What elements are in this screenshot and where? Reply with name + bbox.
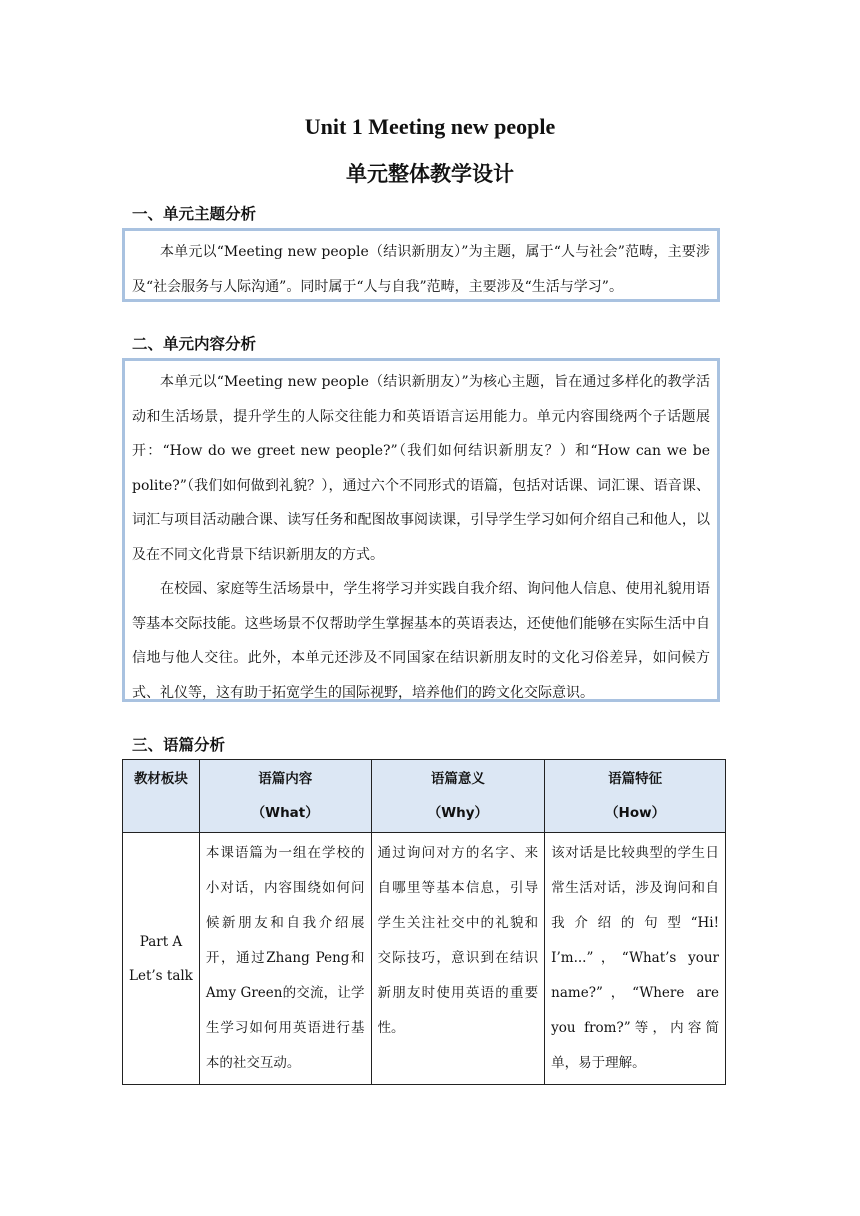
row-module-cell (123, 833, 200, 1085)
section2-heading: 二、单元内容分析 (132, 335, 257, 353)
header-cell-what (199, 760, 371, 833)
row-module-activity: Let’s talk (129, 967, 193, 984)
table-header-row (123, 760, 726, 833)
theme-analysis-box (122, 228, 720, 302)
header-what-sub: （What） (251, 805, 319, 821)
row-module-part: Part A (139, 933, 183, 950)
header-cell-how (545, 760, 726, 833)
row-what-cell: 本课语篇为一组在学校的小对话，内容围绕如何问候新朋友和自我介绍展开，通过Zhang Peng和Amy Green的交流，让学生学习如何用英语进行基本的社交互动。 (199, 833, 371, 1085)
header-module-label: 教材板块 (133, 771, 188, 787)
header-why-label: 语篇意义 (430, 771, 485, 787)
content-analysis-paragraph-1: 本单元以“Meeting new people（结识新朋友）”为核心主题，旨在通过多样化的教学活动和生活场景，提升学生的人际交往能力和英语语言运用能力。单元内容围绕两个子话题展开：“How do we greet new people?”（我们如何结识新朋友？）和“How can we be polite?”（我们如何做到礼貌？），通过六个不同形式的语篇，包括对话课、词汇课、语音课、词汇与项目活动融合课、读写任务和配图故事阅读课，引导学生学习如何介绍自己和他人，以及在不同文化背景下结识新朋友的方式。 (132, 374, 710, 563)
table-row (123, 833, 726, 1085)
header-what-label: 语篇内容 (258, 771, 313, 787)
discourse-analysis-table (122, 759, 726, 1085)
header-cell-module (123, 760, 200, 833)
section1-heading: 一、单元主题分析 (132, 205, 257, 223)
header-cell-why (371, 760, 545, 833)
content-analysis-paragraph-2: 在校园、家庭等生活场景中，学生将学习并实践自我介绍、询问他人信息、使用礼貌用语等基本交际技能。这些场景不仅帮助学生掌握基本的英语表达，还使他们能够在实际生活中自信地与他人交往。此外，本单元还涉及不同国家在结识新朋友时的文化习俗差异，如问候方式、礼仪等，这有助于拓宽学生的国际视野，培养他们的跨文化交际意识。 (132, 581, 710, 701)
content-analysis-box (122, 358, 720, 702)
document-title-chinese: 单元整体教学设计 (346, 162, 514, 186)
theme-analysis-paragraph: 本单元以“Meeting new people（结识新朋友）”为主题，属于“人与社会”范畴，主要涉及“社会服务与人际沟通”。同时属于“人与自我”范畴，主要涉及“生活与学习”。 (132, 244, 710, 295)
section3-heading: 三、语篇分析 (132, 736, 226, 754)
document-title-english: Unit 1 Meeting new people (304, 114, 556, 139)
row-why-cell: 通过询问对方的名字、来自哪里等基本信息，引导学生关注社交中的礼貌和交际技巧，意识到在结识新朋友时使用英语的重要性。 (371, 833, 545, 1085)
header-how-sub: （How） (605, 805, 666, 821)
header-why-sub: （Why） (427, 805, 489, 821)
header-how-label: 语篇特征 (608, 771, 663, 787)
row-how-cell: 该对话是比较典型的学生日常生活对话，涉及询问和自我介绍的句型“Hi! I’m...”，“What’s your name?”，“Where are you from?”等，内容简单，易于理解。 (545, 833, 726, 1085)
